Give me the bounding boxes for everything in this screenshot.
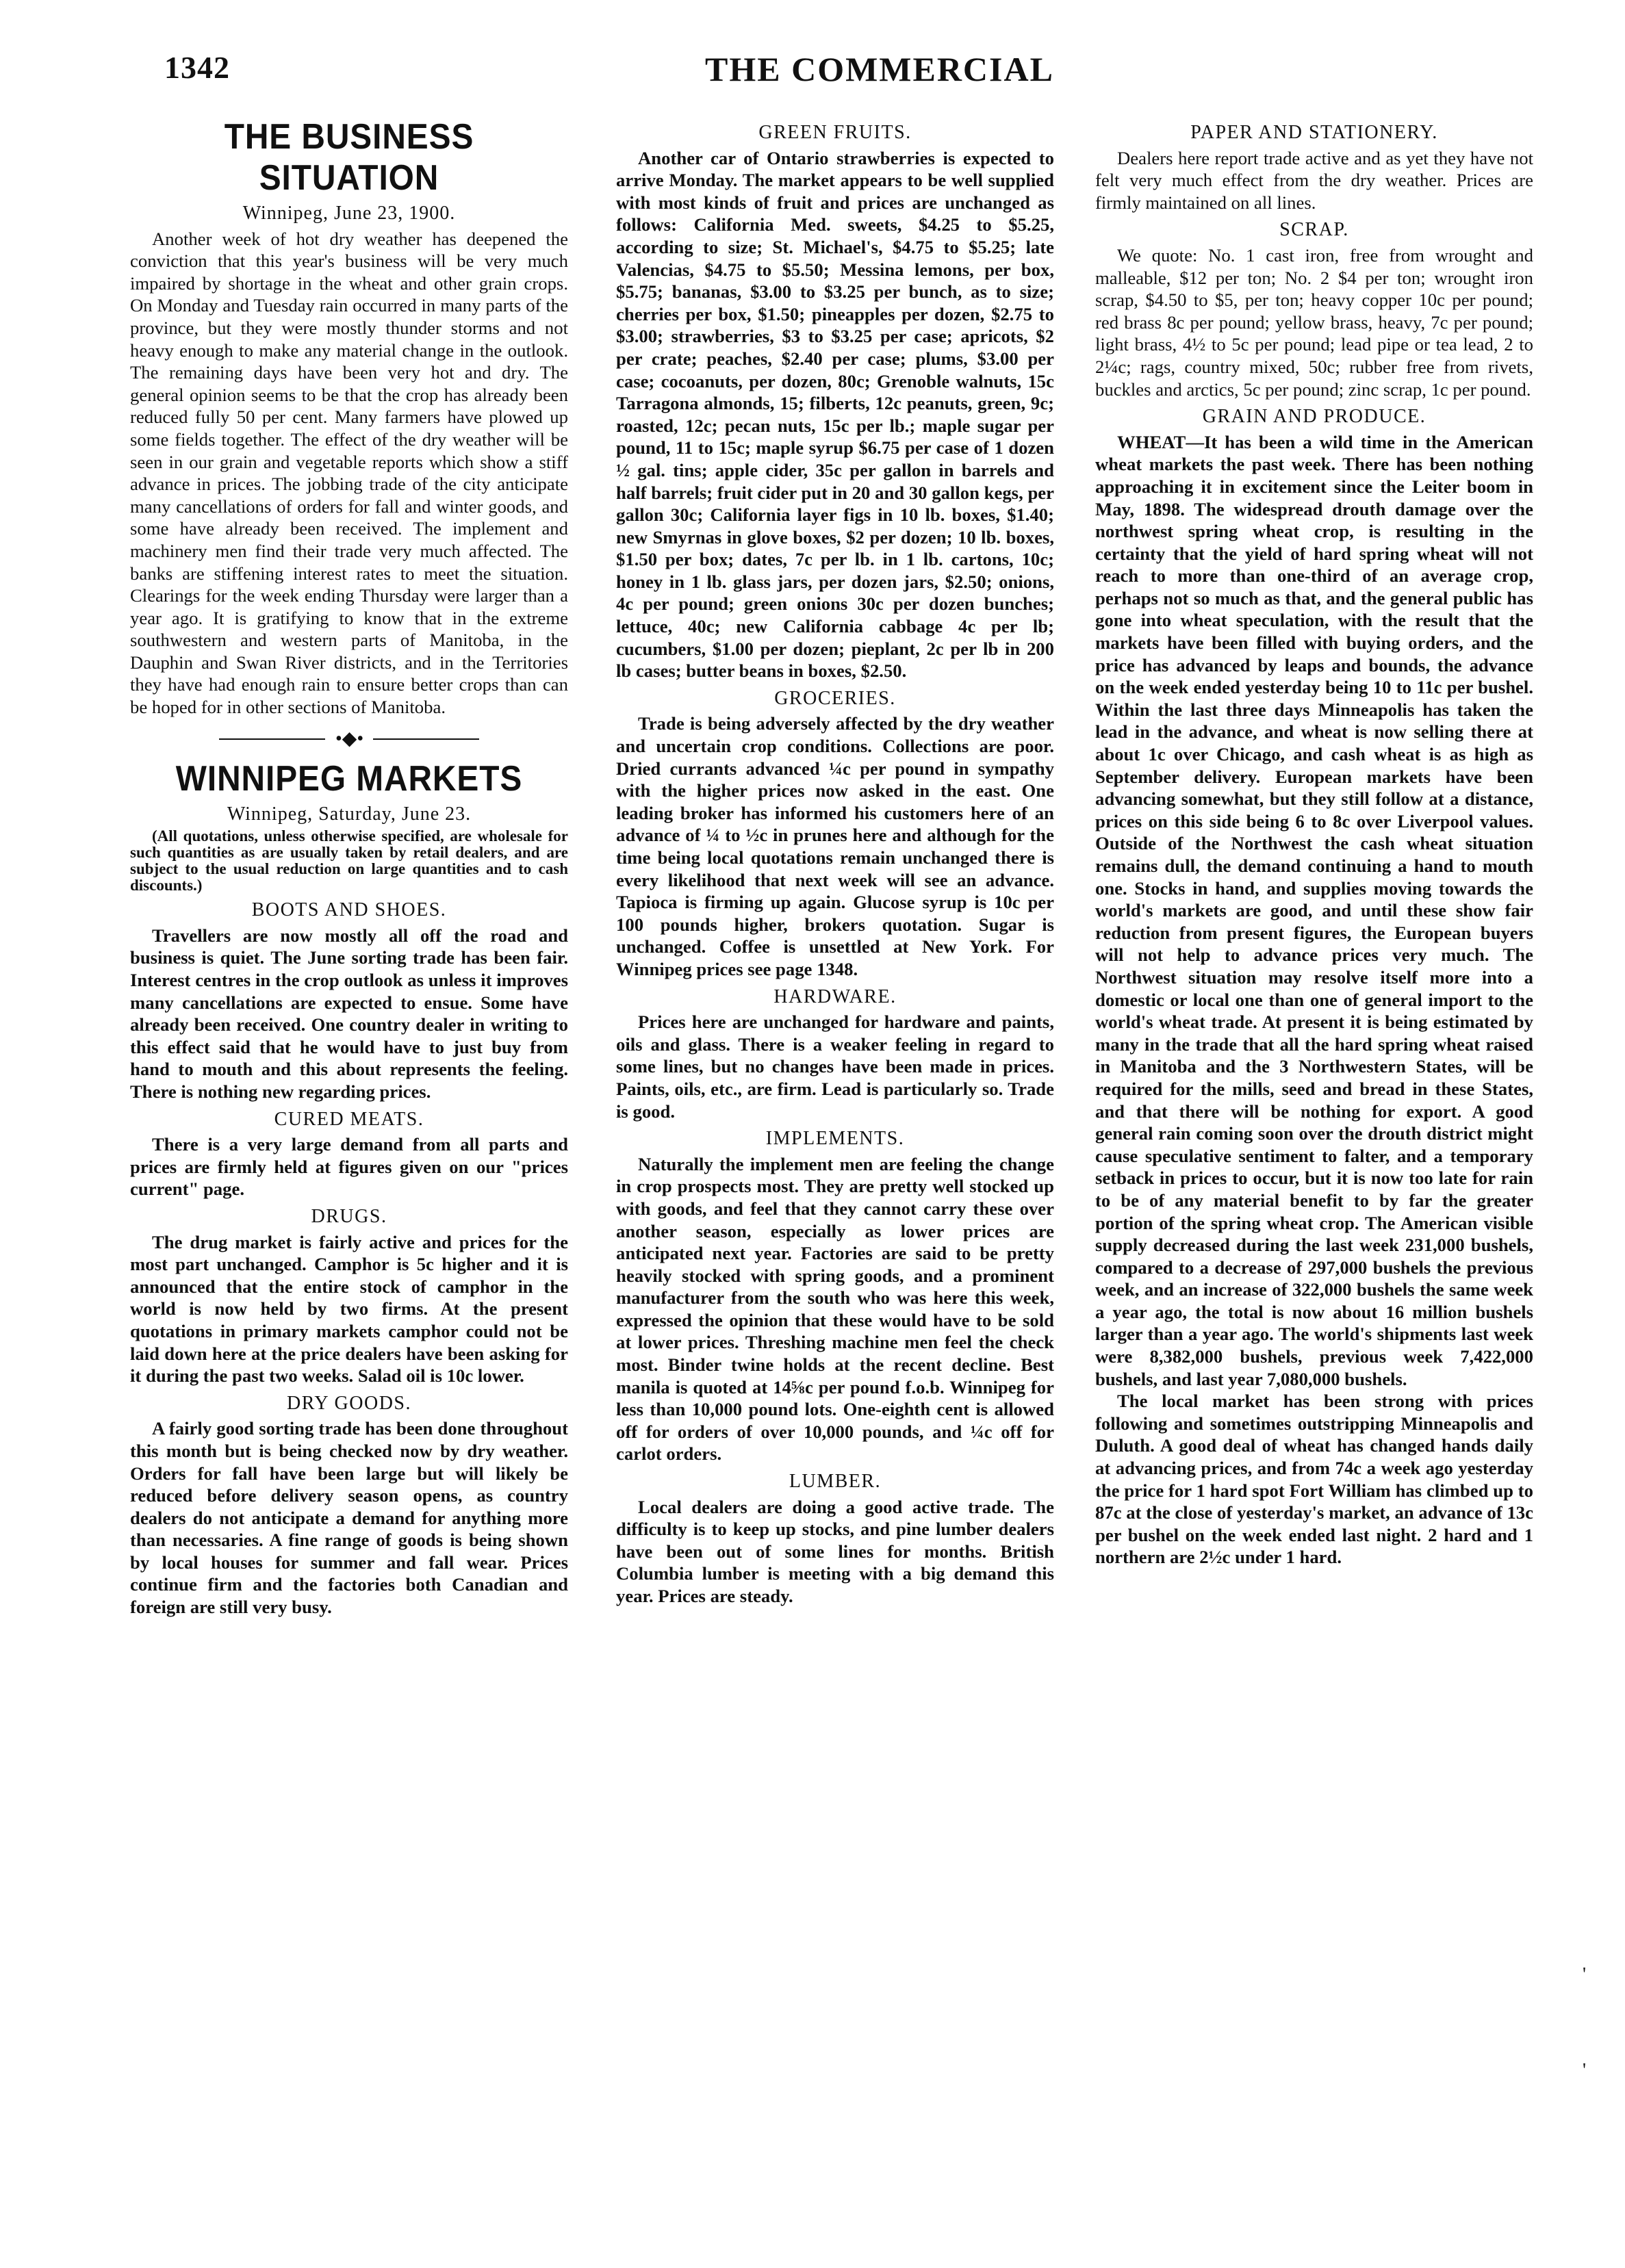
boots-and-shoes-heading: BOOTS AND SHOES.: [251, 899, 447, 921]
column-3: [1095, 116, 1533, 1569]
margin-mark: ': [1583, 1964, 1587, 1985]
running-head: THE COMMERCIAL: [705, 50, 1054, 88]
hardware-heading: HARDWARE.: [773, 985, 897, 1007]
drugs-body: The drug market is fairly active and prices for the most part unchanged. Camphor is 5c higher and it is announced that the entire stock of camphor in the world is now held by two firms. At the present quotations in primary markets camphor could not be laid down here at the price dealers have been asking for it during the past two weeks. Salad oil is 10c lower.: [130, 1231, 568, 1387]
scrap-body: We quote: No. 1 cast iron, free from wrought and malleable, $12 per ton; No. 2 $4 per ton; wrought iron scrap, $4.50 to $5, per ton; heavy copper 10c per pound; red brass 8c per pound; yellow brass, heavy, 7c per pound; light brass, 4½ to 5c per pound; lead pipe or tea lead, 2 to 2¼c; rags, country mixed, 50c; rubber free from rivets, buckles and arctics, 5c per pound; zinc scrap, 1c per pound.: [1095, 244, 1533, 400]
cured-meats-body: There is a very large demand from all parts and prices are firmly held at figures given on our "prices current" page.: [130, 1134, 568, 1200]
lumber-body: Local dealers are doing a good active trade. The difficulty is to keep up stocks, and pine lumber dealers have been out of some lines for months. British Columbia lumber is meeting with a big demand this year. Prices are steady.: [616, 1496, 1054, 1606]
business-situation-dateline: Winnipeg, June 23, 1900.: [242, 203, 456, 224]
winnipeg-markets-dateline: Winnipeg, Saturday, June 23.: [227, 803, 472, 825]
paper-and-stationery-heading: PAPER AND STATIONERY.: [1190, 122, 1438, 143]
boots-and-shoes-body: Travellers are now mostly all off the road and business is quiet. The June sorting trade has been fair. Interest centres in the crop outlook as unless it improves many cancellations are expected to ensue. Some have already been received. One country dealer in writing to this effect said that he would have to just buy from hand to mouth and this about represents the feeling. There is nothing new regarding prices.: [130, 925, 568, 1102]
wheat-paragraph: WHEAT—It has been a wild time in the American wheat markets the past week. There has been nothing approaching it in excitement since the Leiter boom in May, 1898. The widespread drouth damage over the northwest spring wheat crop, is resulting in the certainty that the yield of hard spring wheat will not reach to more than one-third of an average crop, perhaps not so much as that, and the general public has gone into wheat speculation, with the result that the markets have been filled with buying orders, and the price has advanced by leaps and bounds, the advance on the week ended yesterday being 10 to 11c per bushel. Within the last three days Minneapolis has taken the lead in the advance, and wheat is now selling there at about 1c over Chicago, and cash wheat is as high as September delivery. European markets have been advancing somewhat, but they still follow at a distance, prices on this side being 6 to 8c over Liverpool values. Outside of the Northwest the cash wheat situation remains dull, the demand continuing a hand to mouth one. Stocks in hand, and supplies moving towards the world's markets are good, and until these show fair reduction from present figures, the European buyers will not help to advance prices very much. The Northwest situation may resolve itself more into a domestic or local one than one of general import to the world's wheat trade. At present it is being estimated by many in the trade that all the hard spring wheat raised in Manitoba and the 3 Northwestern States, will be required for the mills, seed and bread in these States, and that there will be nothing for export. A good general rain coming soon over the drouth district might cause speculative sentiment to falter, and a temporary setback in prices to occur, but it is now too late for rain to be of any material benefit to by far the greater portion of the spring wheat crop. The American visible supply decreased during the last week 231,000 bushels, compared to a decrease of 297,000 bushels the previous week, and an increase of 322,000 bushels the same week a year ago, the total is now about 16 million bushels larger than a year ago. The world's shipments last week were 8,382,000 bushels, previous week 7,422,000 bushels, and last year 7,080,000 bushels.: [1095, 431, 1533, 1389]
groceries-body: Trade is being adversely affected by the dry weather and uncertain crop conditions. Collections are poor. Dried currants advanced ¼c per pound in sympathy with the higher prices now asked in the east. One leading broker has informed his customers here of an advance of ¼ to ½c in prunes here and although for the time being local quotations remain unchanged there is every likelihood that next week will see an advance. Tapioca is firming up again. Glucose syrup is 10c per 100 pounds higher, brokers quotation. Sugar is unchanged. Coffee is unsettled at New York. For Winnipeg prices see page 1348.: [616, 713, 1054, 979]
implements-heading: IMPLEMENTS.: [765, 1128, 905, 1150]
grain-and-produce-heading: GRAIN AND PRODUCE.: [1202, 406, 1426, 428]
ornamental-divider: [130, 727, 568, 751]
business-situation-headline: THE BUSINESS SITUATION: [224, 117, 474, 198]
page-number: 1342: [164, 50, 230, 85]
local-market-paragraph: The local market has been strong with prices following and sometimes outstripping Minneapolis and Duluth. A good deal of wheat has changed hands daily at advancing prices, and from 74c a week ago yesterday the price for 1 hard spot Fort William has climbed up to 87c at the close of yesterday's market, an advance of 13c per bushel on the week ended last night. 2 hard and 1 northern are 2½c under 1 hard.: [1095, 1391, 1533, 1568]
winnipeg-markets-headline: WINNIPEG MARKETS: [175, 758, 523, 799]
scrap-heading: SCRAP.: [1279, 219, 1349, 241]
green-fruits-heading: GREEN FRUITS.: [758, 122, 912, 143]
dry-goods-body: A fairly good sorting trade has been done throughout this month but is being checked now by dry weather. Orders for fall have been large but will likely be reduced before delivery season opens, as country dealers do not anticipate a demand for anything more than necessaries. A fine range of goods is being shown by local houses for summer and fall wear. Prices continue firm and the factories both Canadian and foreign are still very busy.: [130, 1418, 568, 1618]
dry-goods-heading: DRY GOODS.: [287, 1392, 411, 1414]
implements-body: Naturally the implement men are feeling the change in crop prospects most. They are pretty well stocked up with goods, and feel that they cannot carry these over another season, especially as lower prices are anticipated next year. Factories are said to be pretty heavily stocked with spring goods, and a prominent manufacturer from the south who was here this week, expressed the opinion that these would have to be sold at lower prices. Threshing machine men feel the check most. Binder twine holds at the recent decline. Best manila is quoted at 14⅝c per pound f.o.b. Winnipeg for less than 10,000 pound lots. One-eighth cent is allowed off for orders of over 10,000 pounds, and ¼c off for carlot orders.: [616, 1153, 1054, 1465]
divider-rule-left: [219, 738, 325, 740]
groceries-heading: GROCERIES.: [774, 687, 896, 709]
column-1: [130, 116, 568, 1619]
green-fruits-body: Another car of Ontario strawberries is expected to arrive Monday. The market appears to be well supplied with most kinds of fruit and prices are unchanged as follows: California Med. sweets, $4.25 to $5.25, according to size; St. Michael's, $4.75 to $5.25; late Valencias, $4.75 to $5.50; Messina lemons, per box, $5.75; bananas, $3.00 to $3.25 per bunch, as to size; cherries per box, $1.50; pineapples per dozen, $2.75 to $3.00; strawberries, $3 to $3.25 per case; apricots, $2 per crate; peaches, $2.40 per case; plums, $3.00 per case; cocoanuts, per dozen, 80c; Grenoble walnuts, 15c Tarragona almonds, 15; filberts, 12c peanuts, green, 9c; roasted, 12c; pecan nuts, 15c per lb.; maple sugar per pound, 11 to 15c; maple syrup $6.75 per case of 1 dozen ½ gal. tins; apple cider, 35c per gallon in barrels and half barrels; fruit cider put in 20 and 30 gallon kegs, per gallon 30c; California layer figs in 10 lb. boxes, $1.40; new Smyrnas in glove boxes, $2 per dozen; 10 lb. boxes, $1.50 per box; dates, 7c per lb. in 1 lb. cartons, 10c; honey in 1 lb. glass jars, per dozen jars, $2.50; onions, 4c per pound; green onions 30c per dozen bunches; lettuce, 40c; new California cabbage 4c per lb; cucumbers, $1.00 per dozen; pieplant, 2c per lb in 200 lb cases; butter beans in boxes, $2.50.: [616, 147, 1054, 682]
cured-meats-heading: CURED MEATS.: [274, 1108, 424, 1130]
quotations-note: (All quotations, unless otherwise specified, are wholesale for such quantities as are usually taken by retail dealers, and are subject to the usual reduction on large quantities and to cash discounts.): [130, 827, 568, 894]
paper-and-stationery-body: Dealers here report trade active and as yet they have not felt very much effect from the dry weather. Prices are firmly maintained on all lines.: [1095, 147, 1533, 213]
drugs-heading: DRUGS.: [311, 1205, 387, 1227]
business-situation-body: Another week of hot dry weather has deepened the conviction that this year's business will be very much impaired by shortage in the wheat and other grain crops. On Monday and Tuesday rain occurred in many parts of the province, but they were mostly thunder storms and not heavy enough to make any material change in the outlook. The remaining days have been very hot and dry. The general opinion seems to be that the crop has already been reduced fully 50 per cent. Many farmers have plowed up some fields together. The effect of the dry weather will be seen in our grain and vegetable reports which show a stiff advance in prices. The jobbing trade of the city anticipate many cancellations of orders for fall and winter goods, and some have already been received. The implement and machinery men find their trade very much affected. The banks are stiffening interest rates to meet the situation. Clearings for the week ending Thursday were larger than a year ago. It is gratifying to know that in the extreme southwestern and western parts of Manitoba, in the Dauphin and Swan River districts, and in the Territories they have had enough rain to ensure better crops than can be hoped for in other sections of Manitoba.: [130, 228, 568, 718]
divider-rule-right: [373, 738, 479, 740]
diamond-ornament-icon: •◆•: [335, 727, 364, 749]
lumber-heading: LUMBER.: [789, 1471, 882, 1493]
hardware-body: Prices here are unchanged for hardware and paints, oils and glass. There is a weaker feeling in regard to some lines, but no changes have been made in prices. Paints, oils, etc., are firm. Lead is particularly so. Trade is good.: [616, 1011, 1054, 1122]
column-2: [616, 116, 1054, 1608]
margin-mark: ': [1583, 2060, 1587, 2081]
